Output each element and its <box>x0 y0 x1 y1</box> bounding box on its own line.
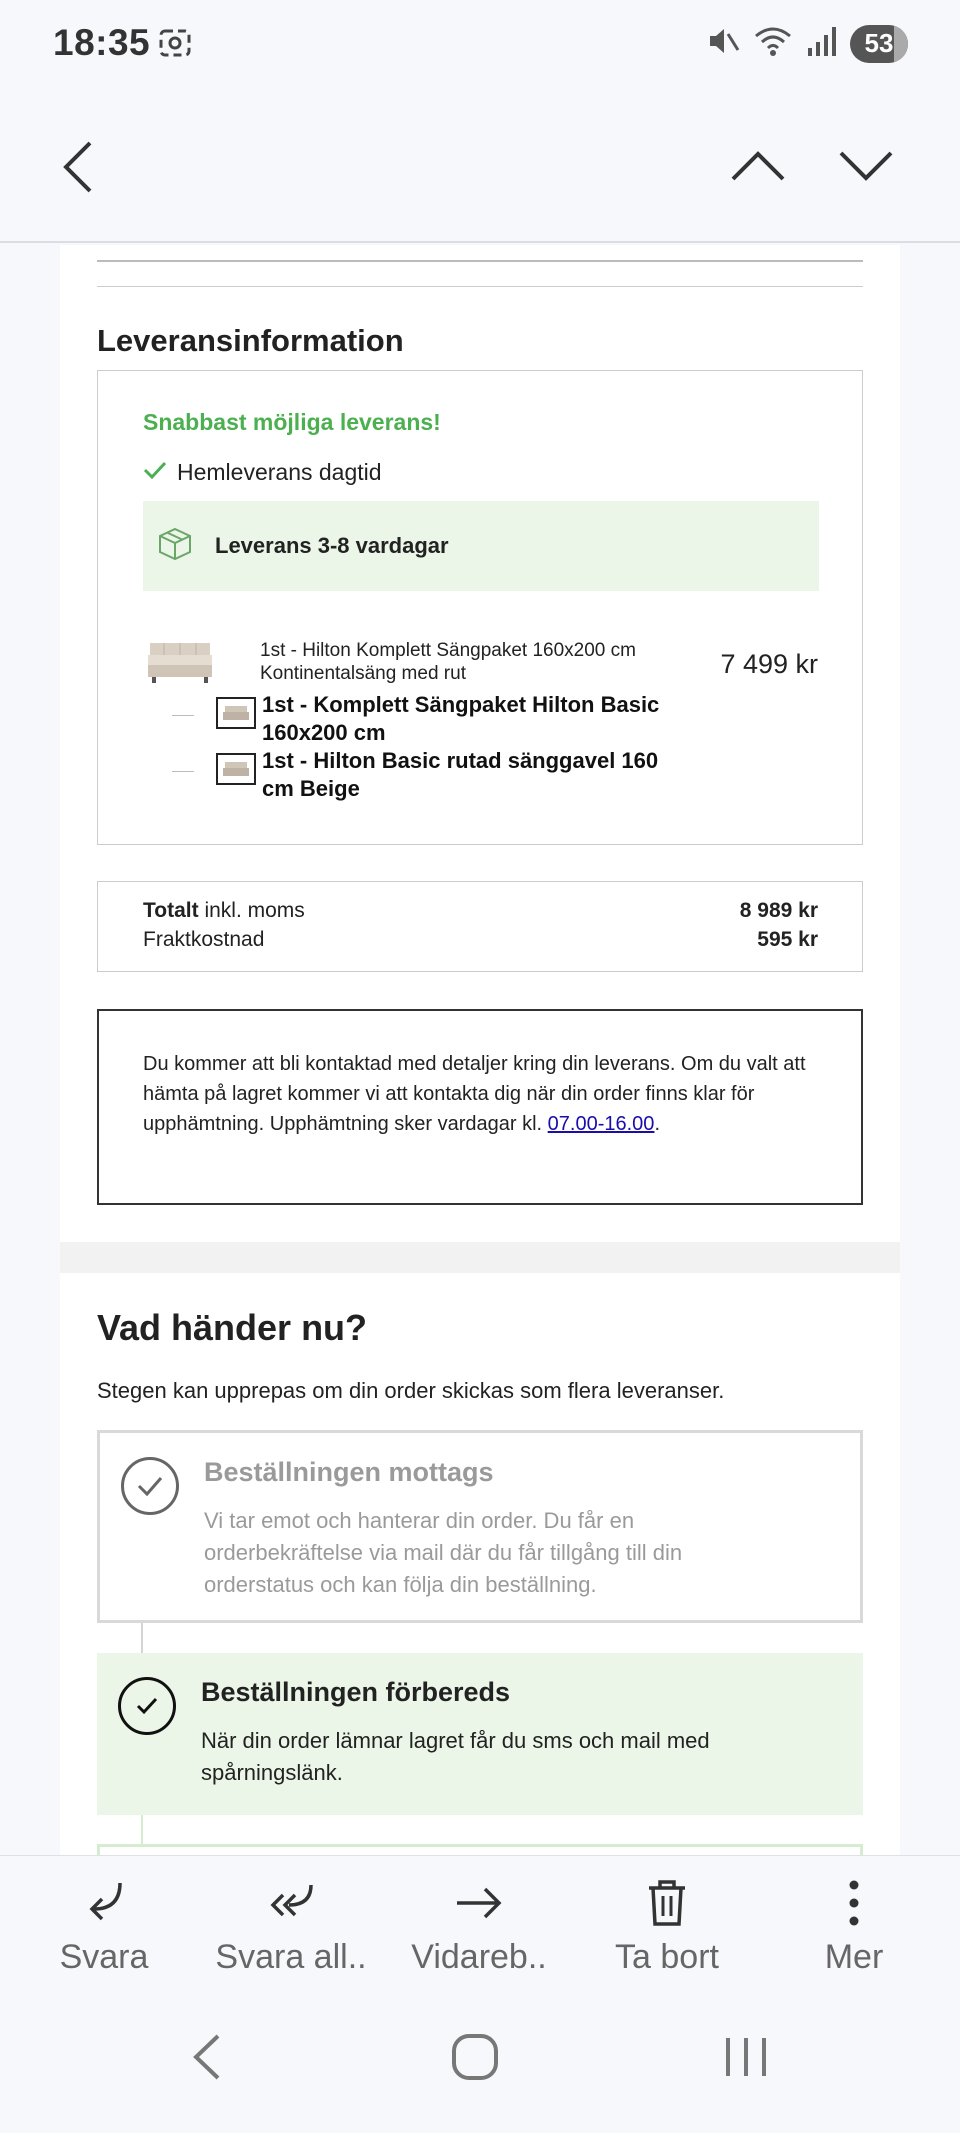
delivery-section-title: Leveransinformation <box>97 323 404 358</box>
section-divider <box>60 1242 900 1273</box>
check-circle-icon <box>121 1457 179 1515</box>
reply-all-icon <box>265 1878 317 1928</box>
fastest-delivery-label: Snabbast möjliga leverans! <box>143 409 441 435</box>
divider <box>97 260 863 262</box>
step-title: Beställningen mottags <box>204 1457 494 1487</box>
delivery-time-label: Leverans 3-8 vardagar <box>215 533 449 558</box>
divider <box>97 286 863 287</box>
forward-icon <box>453 1878 505 1928</box>
product-image[interactable] <box>146 639 214 685</box>
divider <box>172 771 194 772</box>
home-delivery-row <box>143 459 382 486</box>
step-received <box>97 1430 863 1623</box>
reply-all-button[interactable] <box>201 1856 381 1991</box>
reply-icon <box>80 1878 128 1928</box>
info-text: Du kommer att bli kontaktad med detaljer kring din leverans. Om du valt att hämta på lagret kommer vi att kontakta dig när din order finns klar för upphämtning. Upphämtning sker vardagar kl. 07.00-16.00. <box>143 1053 806 1135</box>
mute-icon <box>706 24 740 63</box>
reply-label: Svara <box>59 1938 149 1976</box>
next-step-card-partial <box>97 1844 863 1855</box>
email-content[interactable] <box>0 245 960 1855</box>
delivery-time-band <box>143 501 819 591</box>
status-time: 18:35 <box>53 22 151 63</box>
sub-item-name: 1st - Hilton Basic rutad sänggavel 160 cm Beige <box>262 748 659 801</box>
total-row <box>143 899 818 923</box>
totals-box <box>97 881 863 972</box>
delivery-box <box>97 370 863 845</box>
wifi-icon <box>754 24 792 63</box>
nav-recents-icon[interactable] <box>724 2032 768 2087</box>
forward-button[interactable] <box>389 1856 569 1991</box>
next-steps-subtitle: Stegen kan upprepas om din order skickas som flera leveranser. <box>97 1378 725 1403</box>
sub-item-name: 1st - Komplett Sängpaket Hilton Basic 160x200 cm <box>262 692 660 745</box>
shipping-value: 595 kr <box>757 928 818 951</box>
list-item <box>172 747 732 803</box>
back-arrow-icon[interactable] <box>62 140 94 199</box>
more-label: Mer <box>824 1938 884 1976</box>
email-action-bar <box>0 1855 960 1990</box>
nav-home-icon[interactable] <box>450 2032 500 2087</box>
product-price: 7 499 kr <box>720 649 818 679</box>
step-title: Beställningen förbereds <box>201 1677 511 1707</box>
more-button[interactable] <box>764 1856 944 1991</box>
product-name: 1st - Hilton Komplett Sängpaket 160x200 cm Kontinentalsäng med rut <box>260 640 636 684</box>
divider <box>172 715 194 716</box>
package-icon <box>157 526 193 567</box>
signal-icon <box>806 24 836 63</box>
chevron-down-icon[interactable] <box>838 150 894 187</box>
reply-button[interactable] <box>14 1856 194 1991</box>
info-box <box>97 1009 863 1205</box>
sub-item-thumbnail <box>216 697 256 729</box>
step-connector <box>141 1623 143 1653</box>
checkmark-icon <box>143 459 167 486</box>
battery-icon: 53 <box>850 25 908 63</box>
shipping-row <box>143 928 818 952</box>
step-connector <box>141 1815 143 1844</box>
sub-item-thumbnail <box>216 753 256 785</box>
step-description: Vi tar emot och hanterar din order. Du får en orderbekräftelse via mail där du får tillgång till din orderstatus och kan följa din beställning. <box>204 1508 683 1597</box>
home-delivery-label: Hemleverans dagtid <box>177 459 382 485</box>
status-bar <box>0 0 960 90</box>
check-circle-icon <box>118 1677 176 1735</box>
step-preparing <box>97 1653 863 1815</box>
trash-icon <box>645 1878 689 1928</box>
more-vertical-icon <box>848 1878 860 1928</box>
total-label: Totalt inkl. moms <box>143 899 305 922</box>
step-description: När din order lämnar lagret får du sms och mail med spårningslänk. <box>201 1728 710 1785</box>
screenshot-icon <box>158 26 192 65</box>
nav-back-icon[interactable] <box>190 2032 224 2087</box>
pickup-hours-link[interactable]: 07.00-16.00 <box>547 1113 655 1135</box>
chevron-up-icon[interactable] <box>730 150 786 187</box>
email-body <box>60 245 900 1855</box>
shipping-label: Fraktkostnad <box>143 928 265 951</box>
total-value: 8 989 kr <box>739 899 818 922</box>
list-item <box>172 691 732 747</box>
app-bar <box>0 90 960 243</box>
delete-label: Ta bort <box>615 1938 719 1976</box>
reply-all-label: Svara all.. <box>215 1938 367 1976</box>
delete-button[interactable] <box>577 1856 757 1991</box>
next-steps-title: Vad händer nu? <box>97 1307 368 1348</box>
system-nav-bar <box>0 1990 960 2133</box>
forward-label: Vidareb.. <box>411 1938 547 1976</box>
